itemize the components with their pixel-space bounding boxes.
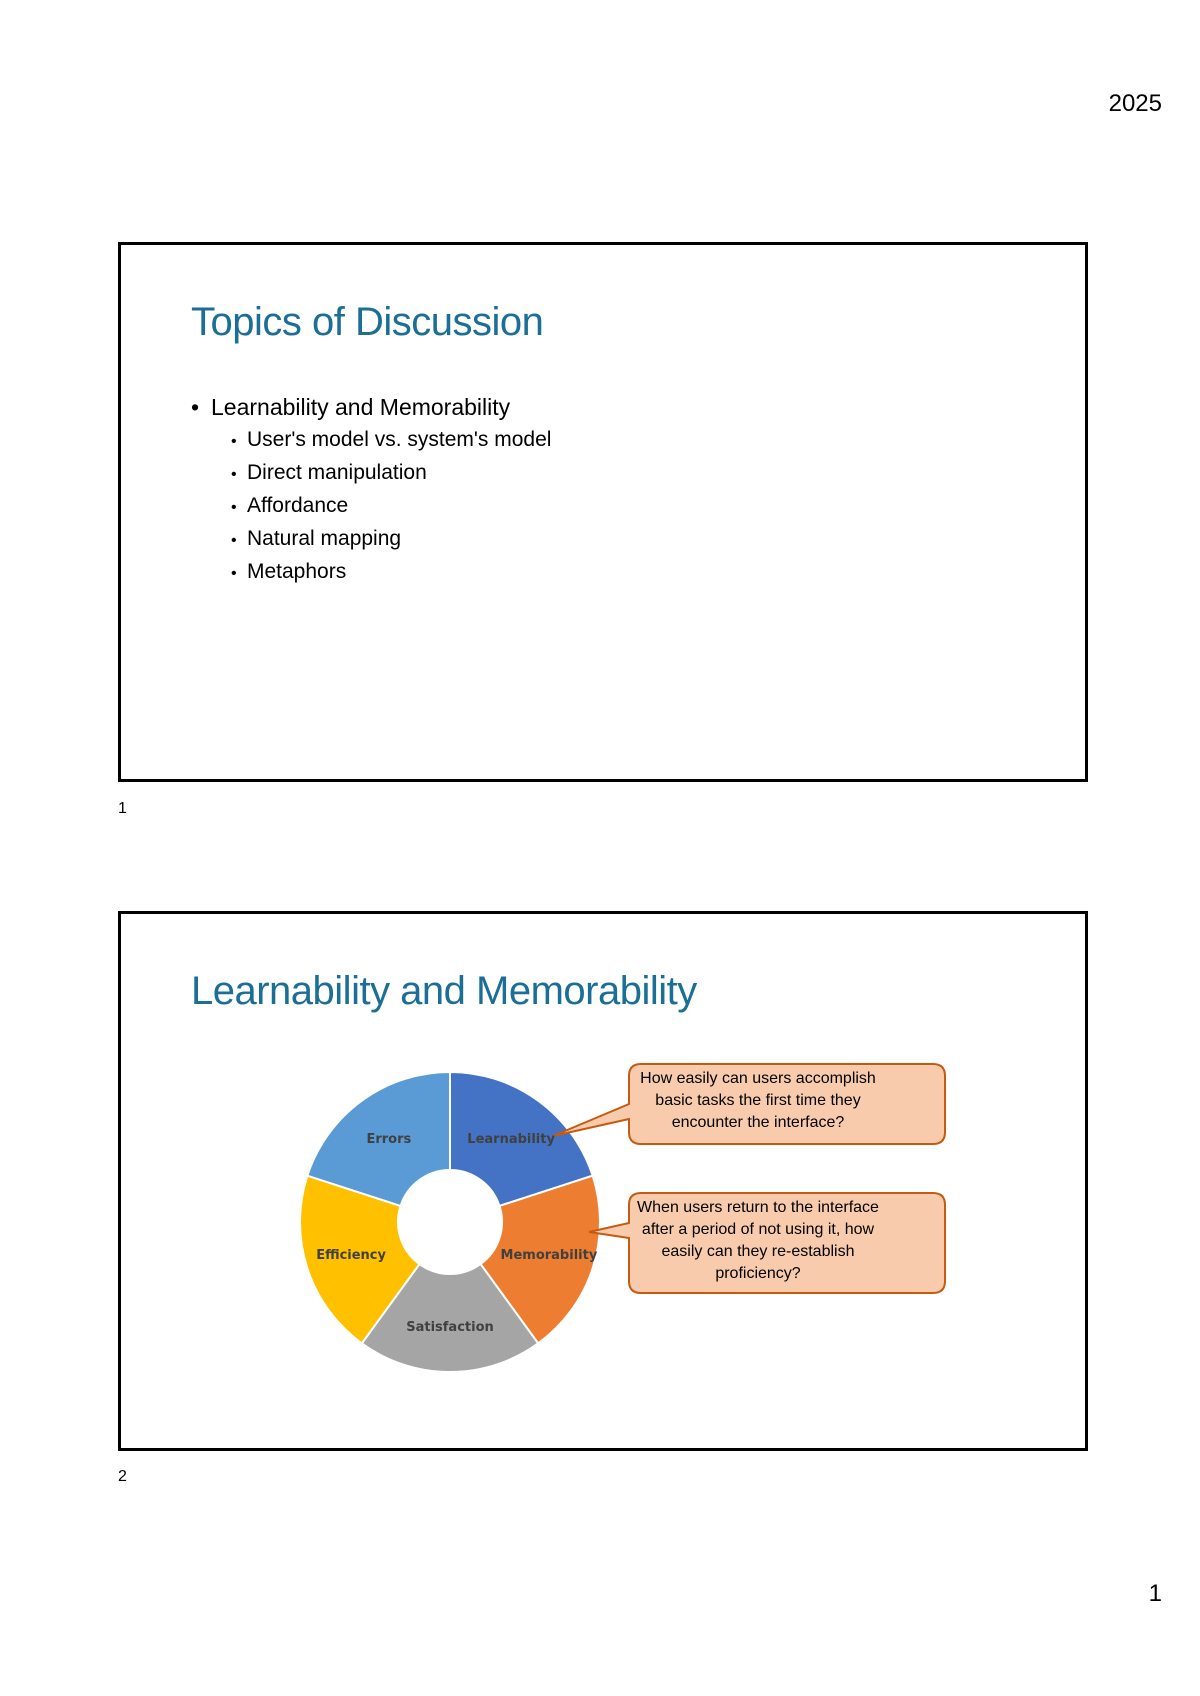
slide-title: Topics of Discussion [191,300,544,344]
sub-bullet-item [231,424,551,457]
sub-bullet-text: Direct manipulation [247,461,427,484]
callout-memorability-text: When users return to the interface after a period of not using it, how easily can they re-establish proficiency? [637,1199,879,1282]
sub-bullet-item [231,523,551,556]
bullet-item [191,390,551,589]
donut-chart [121,914,1085,1448]
bullet-list [191,390,551,589]
slide-2 [118,911,1088,1451]
slide-1 [118,242,1088,782]
donut-label-memorability: Memorability [500,1248,598,1264]
sub-bullet-item [231,556,551,589]
donut-label-efficiency: Efficiency [316,1248,386,1264]
slide-number: 2 [118,1468,127,1485]
sub-bullet-text: Affordance [247,494,349,517]
bullet-text: Learnability and Memorability [211,394,511,420]
page-number: 1 [1148,1580,1162,1607]
donut-label-satisfaction: Satisfaction [406,1320,494,1335]
header-year: 2025 [1108,90,1162,117]
slide-number: 1 [118,800,127,817]
callout-learnability-text: How easily can users accomplish basic tasks the first time they encounter the interface? [640,1070,876,1131]
sub-bullet-list [191,424,551,589]
donut-label-learnability: Learnability [467,1131,555,1147]
sub-bullet-item [231,457,551,490]
donut-label-errors: Errors [366,1131,412,1147]
sub-bullet-item [231,490,551,523]
slide-title: Learnability and Memorability [191,969,697,1013]
sub-bullet-text: Metaphors [247,560,347,583]
sub-bullet-text: User's model vs. system's model [247,428,552,451]
sub-bullet-text: Natural mapping [247,527,402,550]
